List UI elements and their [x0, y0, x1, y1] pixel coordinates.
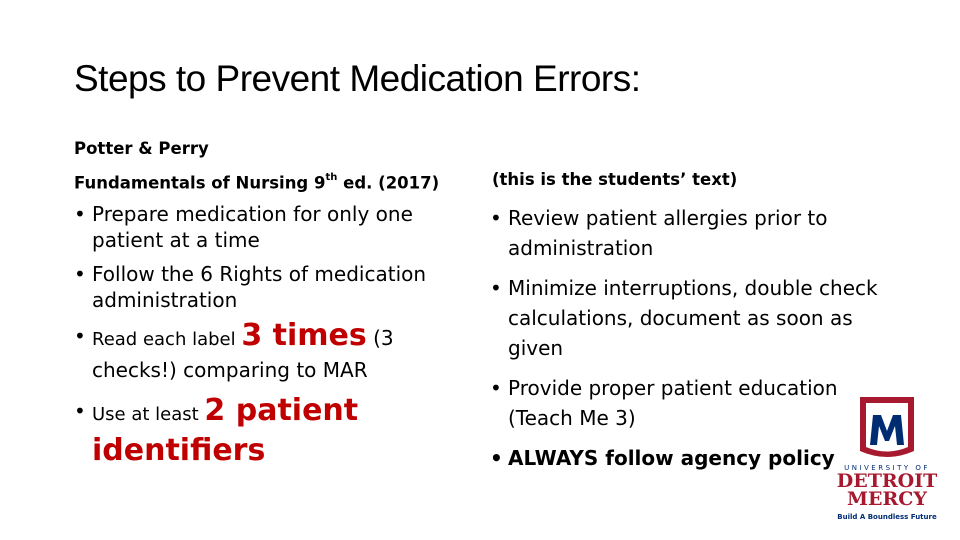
- logo-top-text: UNIVERSITY OF: [844, 464, 930, 472]
- right-bullet-3: • Provide proper patient education (Teach Me 3): [490, 373, 900, 433]
- left-bullet-4: • Use at least 2 patient identifiers: [74, 393, 474, 471]
- right-source-header: (this is the students’ text): [492, 170, 738, 189]
- m-shield-icon: [860, 397, 914, 457]
- left-bullet-list: [74, 201, 474, 479]
- emphasis-3-times: 3 times: [241, 318, 367, 353]
- emphasis-2-patient-identifiers: 2 patient identifiers: [92, 393, 359, 468]
- university-logo: [826, 395, 948, 523]
- left-bullet-3: • Read each label 3 times (3 checks!) comparing to MAR: [74, 321, 474, 385]
- right-bullet-1: • Review patient allergies prior to administration: [490, 203, 900, 263]
- source-book: Fundamentals of Nursing 9th ed. (2017): [74, 172, 440, 193]
- slide-title: Steps to Prevent Medication Errors:: [74, 58, 641, 99]
- left-bullet-1: • Prepare medication for only one patient at a time: [74, 201, 474, 253]
- right-bullet-2: • Minimize interruptions, double check calculations, document as soon as given: [490, 273, 900, 363]
- logo-tagline: Build A Boundless Future: [837, 513, 937, 521]
- left-source-header: [74, 133, 439, 199]
- left-bullet-2: • Follow the 6 Rights of medication administration: [74, 261, 474, 313]
- source-authors: Potter & Perry: [74, 139, 209, 158]
- logo-line2: MERCY: [847, 488, 927, 510]
- logo-line1: DETROIT: [836, 470, 938, 492]
- right-bullet-4: • ALWAYS follow agency policy: [490, 443, 900, 473]
